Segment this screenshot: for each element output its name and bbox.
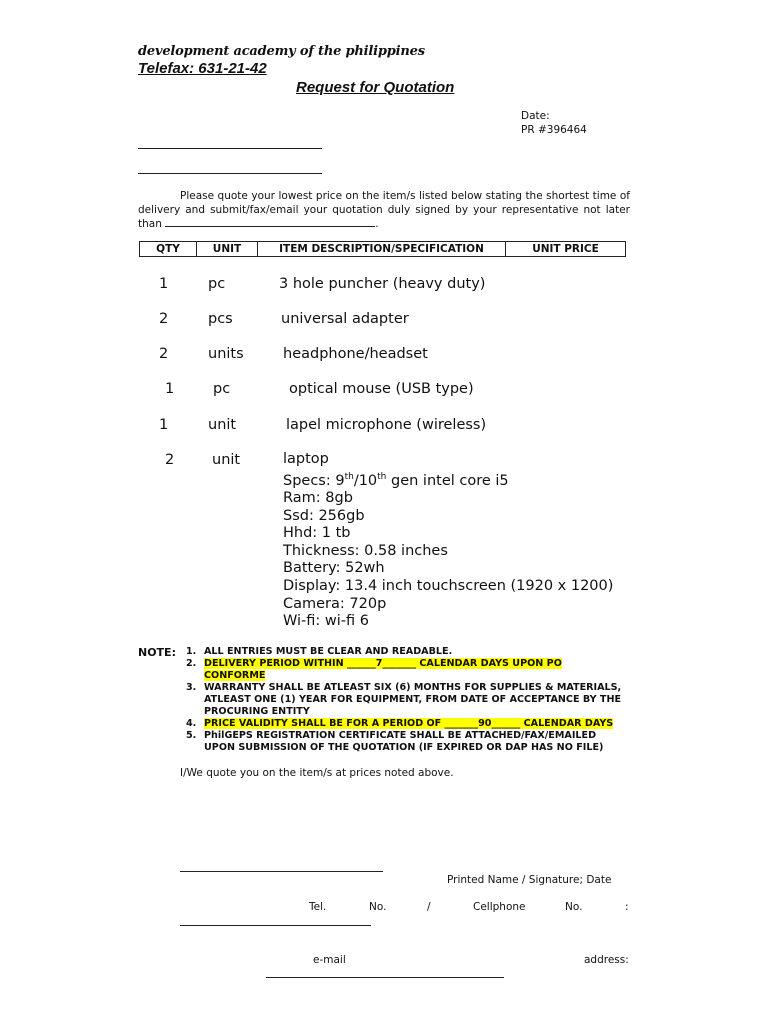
intro-end: . [375, 218, 379, 230]
spec-line: Hhd: 1 tb [283, 525, 351, 542]
item-qty: 1 [159, 417, 169, 433]
item-description: optical mouse (USB type) [289, 381, 474, 397]
email-line[interactable] [266, 977, 504, 978]
note-line: WARRANTY SHALL BE ATLEAST SIX (6) MONTHS FOR SUPPLIES & MATERIALS, [204, 682, 622, 693]
note-line: ALL ENTRIES MUST BE CLEAR AND READABLE. [204, 646, 453, 657]
spec-line: Ram: 8gb [283, 490, 353, 507]
item-description: lapel microphone (wireless) [286, 417, 487, 433]
items-table-header [139, 241, 626, 257]
deadline-blank[interactable] [165, 217, 375, 227]
notes-list [186, 646, 646, 754]
note-line-highlighted: DELIVERY PERIOD WITHIN ______7_______ CALENDAR DAYS UPON PO [204, 658, 562, 669]
item-qty: 2 [159, 346, 169, 362]
item-description: laptop [283, 451, 329, 467]
spec-superscript: th [377, 471, 387, 482]
item-description: universal adapter [281, 311, 409, 327]
spec-text: gen intel core i5 [386, 472, 509, 489]
note-line-highlighted: CONFORME [204, 670, 266, 681]
note-item [186, 646, 646, 658]
item-unit: pc [213, 381, 231, 397]
note-line: PROCURING ENTITY [204, 706, 310, 717]
note-line: UPON SUBMISSION OF THE QUOTATION (IF EXPIRED OR DAP HAS NO FILE) [204, 742, 604, 753]
note-item [186, 658, 646, 682]
phone-line[interactable] [180, 925, 371, 926]
note-number: 4. [186, 718, 197, 729]
item-unit: units [208, 346, 244, 362]
item-description: headphone/headset [283, 346, 428, 362]
header-description: ITEM DESCRIPTION/SPECIFICATION [258, 242, 506, 257]
item-qty: 1 [159, 276, 169, 292]
spec-text: /10 [353, 472, 378, 489]
laptop-spec-block [283, 451, 613, 631]
note-number: 3. [186, 682, 197, 693]
signature-line[interactable] [180, 871, 383, 872]
item-qty: 1 [165, 381, 175, 397]
tel-label: Tel. [309, 901, 327, 913]
email-label: e-mail [313, 954, 346, 966]
spec-line: Camera: 720p [283, 595, 387, 612]
spec-line: Battery: 52wh [283, 560, 385, 577]
note-item [186, 718, 646, 730]
cellphone-no-label: No. [565, 901, 583, 913]
pr-number: PR #396464 [521, 124, 587, 136]
note-label: NOTE: [138, 646, 176, 659]
header-qty: QTY [140, 242, 197, 257]
supplier-name-line[interactable] [138, 148, 322, 149]
spec-superscript: th [344, 471, 354, 482]
note-number: 2. [186, 658, 197, 669]
quote-statement: I/We quote you on the item/s at prices noted above. [180, 767, 454, 779]
note-line: ATLEAST ONE (1) YEAR FOR EQUIPMENT, FROM DATE OF ACCEPTANCE BY THE [204, 694, 622, 705]
spec-line: Thickness: 0.58 inches [283, 542, 448, 559]
item-qty: 2 [165, 452, 175, 468]
item-unit: unit [208, 417, 237, 433]
colon-separator: : [625, 901, 629, 913]
spec-line: Display: 13.4 inch touchscreen (1920 x 1200) [283, 577, 614, 594]
slash-separator: / [427, 901, 431, 913]
item-qty: 2 [159, 311, 169, 327]
note-line-highlighted: PRICE VALIDITY SHALL BE FOR A PERIOD OF _______90______ CALENDAR DAYS [204, 718, 614, 729]
spec-text: Specs: 9 [283, 472, 345, 489]
header-unit: UNIT [197, 242, 258, 257]
note-item [186, 682, 646, 718]
page-title: Request for Quotation [296, 79, 455, 96]
signature-caption: Printed Name / Signature; Date [447, 874, 612, 886]
note-number: 5. [186, 730, 197, 741]
address-label: address: [584, 954, 629, 966]
organization-name: development academy of the philippines [138, 44, 425, 59]
laptop-specs-line [283, 469, 613, 490]
spec-line: Wi-fi: wi-fi 6 [283, 613, 369, 630]
telefax-number: Telefax: 631-21-42 [138, 60, 267, 77]
note-item [186, 730, 646, 754]
item-description: 3 hole puncher (heavy duty) [279, 276, 486, 292]
header-unit-price: UNIT PRICE [506, 242, 626, 257]
tel-no-label: No. [369, 901, 387, 913]
item-unit: unit [212, 452, 241, 468]
supplier-address-line[interactable] [138, 173, 322, 174]
intro-paragraph [138, 189, 630, 231]
note-number: 1. [186, 646, 197, 657]
item-unit: pcs [208, 311, 233, 327]
cellphone-label: Cellphone [473, 901, 526, 913]
item-unit: pc [208, 276, 226, 292]
note-line: PhilGEPS REGISTRATION CERTIFICATE SHALL BE ATTACHED/FAX/EMAILED [204, 730, 597, 741]
date-label: Date: [521, 110, 550, 122]
intro-text: Please quote your lowest price on the item/s listed below stating the shortest time of delivery and submit/fax/email your quotation duly signed by your representative not later than [138, 190, 630, 230]
spec-line: Ssd: 256gb [283, 507, 365, 524]
